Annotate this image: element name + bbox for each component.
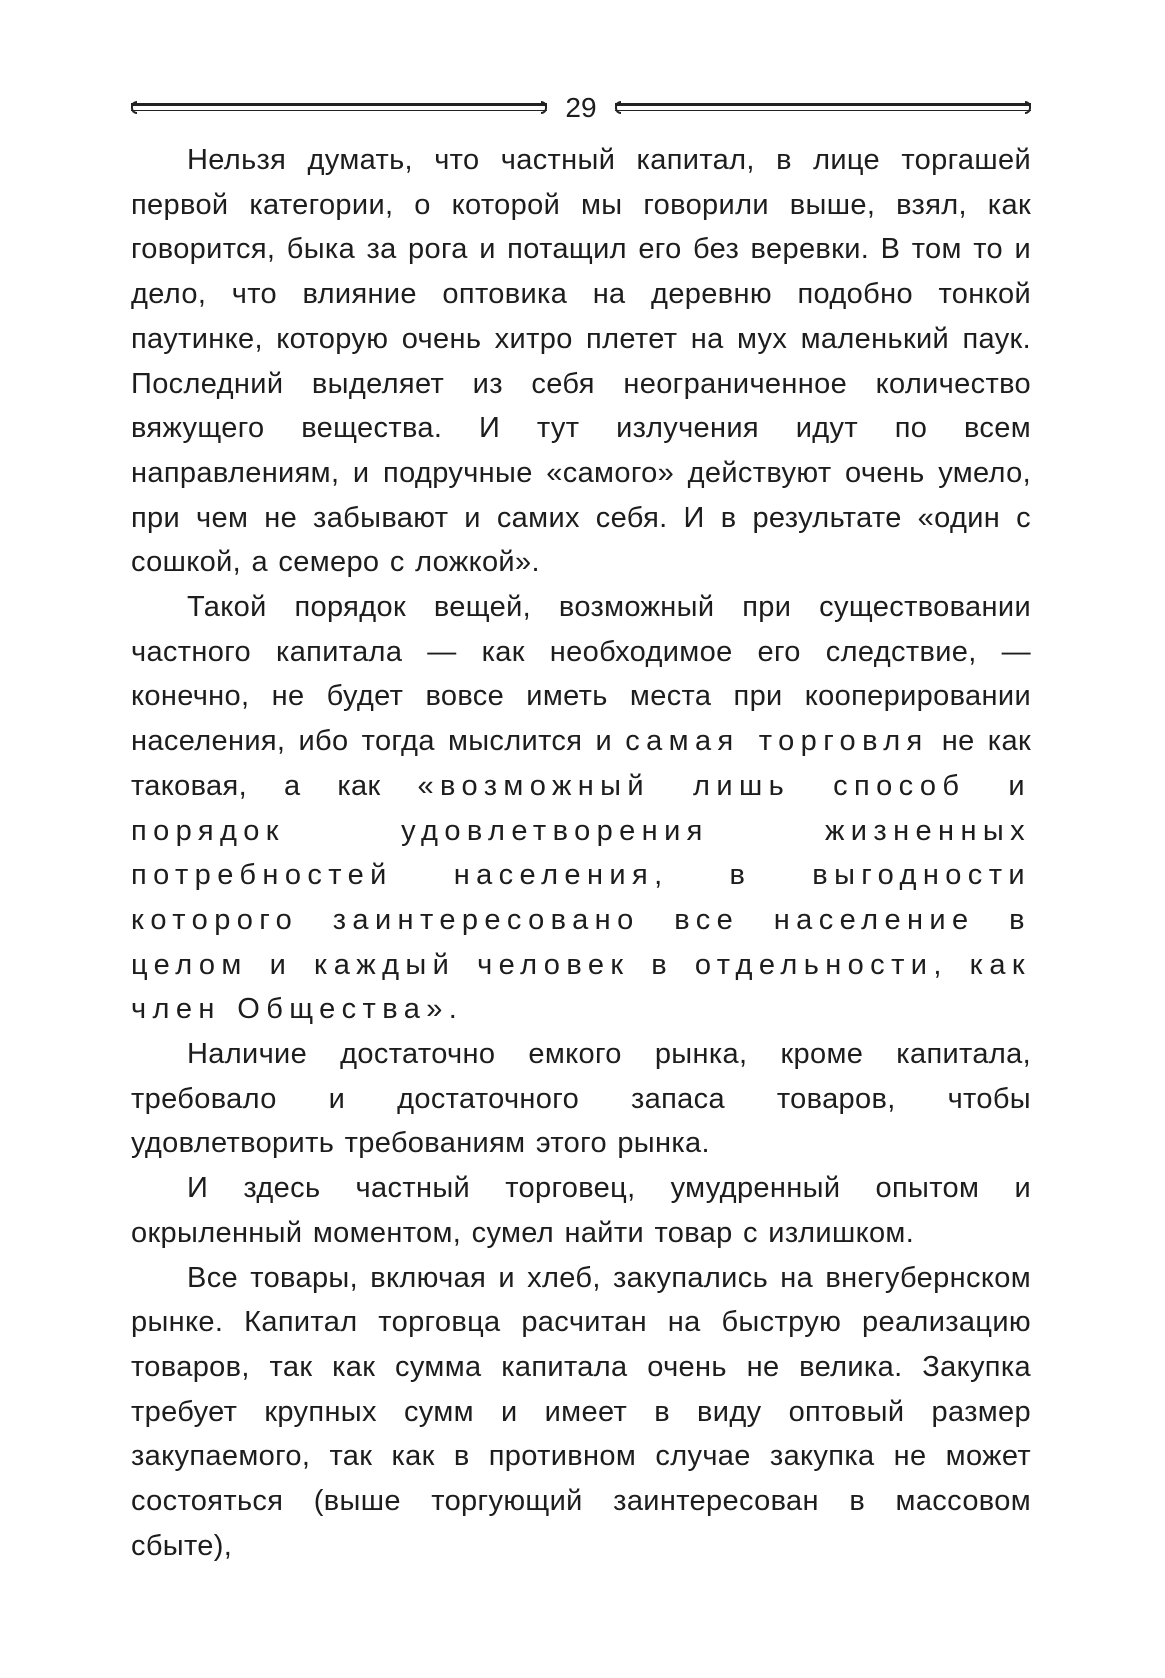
page-number: 29 (565, 92, 597, 123)
paragraph-3: Наличие достаточно емкого рынка, кроме капитала, требовало и достаточного запаса товаров, чтобы удовлетворить требованиям этого рынка. (131, 1038, 1031, 1160)
page-header (131, 88, 1031, 128)
paragraph-2-normal: Такой порядок вещей, возможный при существовании частного капитала — как необходимое его следствие, — конечно, не будет вовсе иметь места при кооперировании населения, ибо тогда мыслится и (131, 591, 1031, 758)
body-text (131, 138, 1031, 1569)
paragraph-5: Все товары, включая и хлеб, закупались на внегубернском рынке. Капитал торговца расчитан на быструю реализацию товаров, так как сумма капитала очень не велика. Закупка требует крупных сумм и имеет в виду оптовый размер закупаемого, так как в противном случае закупка не может состояться (выше торгующий заинтересован в массовом сбыте), (131, 1261, 1031, 1562)
paragraph-1: Нельзя думать, что частный капитал, в лице торгашей первой категории, о которой мы говорили выше, взял, как говорится, быка за рога и потащил его без веревки. В том то и дело, что влияние оптовика на деревню подобно тонкой паутинке, которую очень хитро плетет на мух маленький паук. Последний выделяет из себя неограниченное количество вяжущего вещества. И тут излучения идут по всем направлениям, и подручные «самого» действуют очень умело, при чем не забывают и самих себя. И в результате «один с сошкой, а семеро с ложкой». (131, 144, 1031, 579)
paragraph-2-middle: не как таковая, а как (131, 725, 1031, 802)
paragraph-2-spaced-1: самая торговля (625, 725, 929, 758)
paragraph-4: И здесь частный торговец, умудренный опытом и окрыленный моментом, сумел найти товар с излишком. (131, 1172, 1031, 1249)
header-rule-left (131, 101, 547, 115)
paragraph-2-spaced-2: «возможный лишь способ и порядок удовлетворения жизненных потребностей населения, в выгодности которого заинтересовано все население в целом и каждый человек в отдельности, как член Общества». (131, 769, 1031, 1026)
paragraph-2 (131, 585, 1031, 1032)
header-rule-right (615, 101, 1031, 115)
